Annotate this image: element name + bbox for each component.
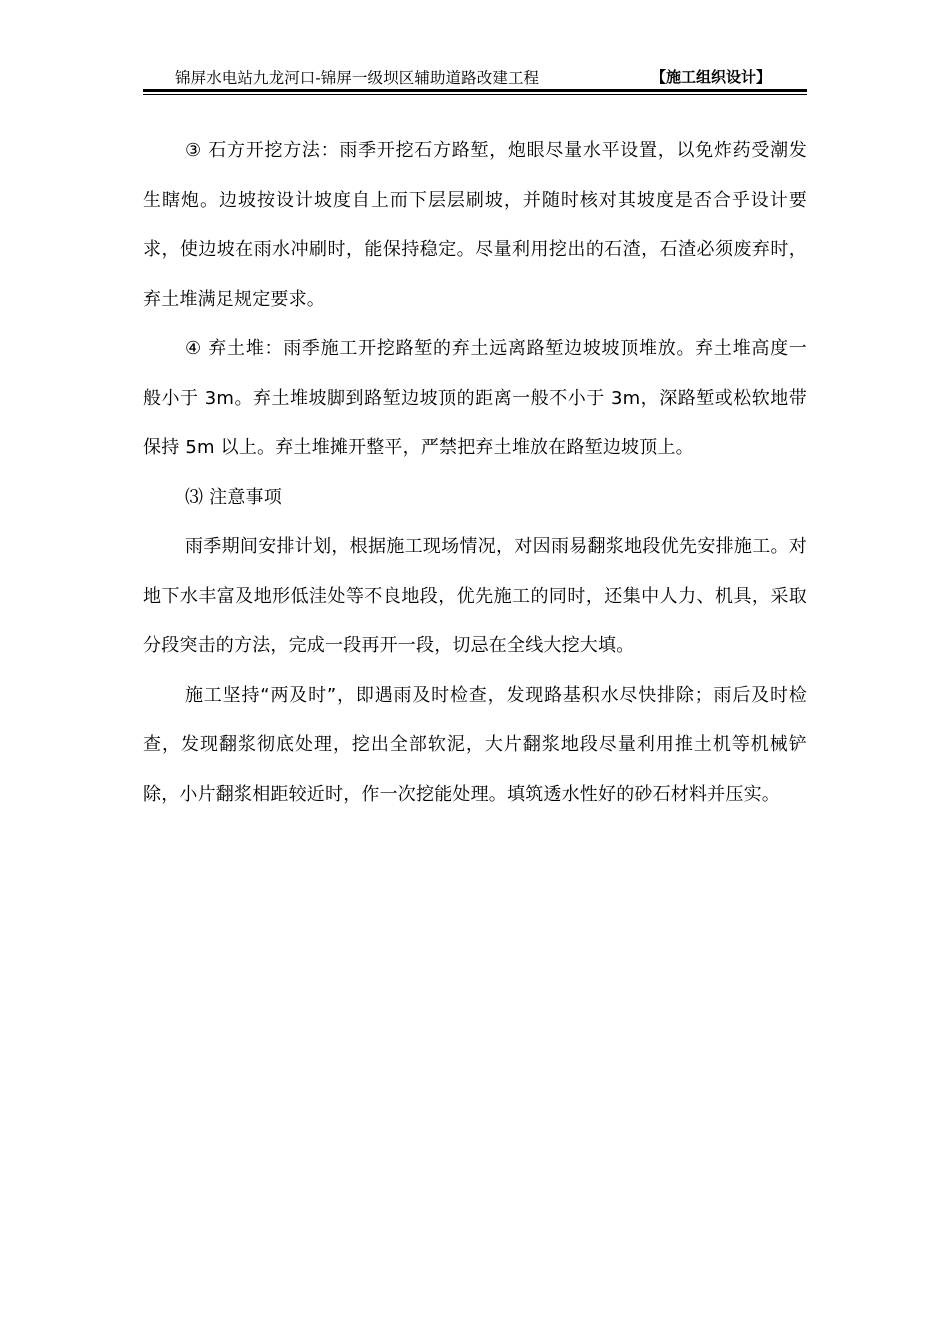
paragraph-rainy-season-plan: 雨季期间安排计划，根据施工现场情况，对因雨易翻浆地段优先安排施工。对地下水丰富及地形低洼处等不良地段，优先施工的同时，还集中人力、机具，采取分段突击的方法，完成一段再开一段，切忌在全线大挖大填。	[143, 536, 807, 656]
header-document-type: 【施工组织设计】	[650, 68, 771, 86]
page-header	[143, 64, 807, 90]
paragraph-spoil-heap: ④ 弃土堆：雨季施工开挖路堑的弃土远离路堑边坡坡顶堆放。弃土堆高度一般小于 3m。弃土堆坡脚到路堑边坡顶的距离一般不小于 3m，深路堑或松软地带保持 5m 以上。弃土堆摊开整平，严禁把弃土堆放在路堑边坡顶上。	[143, 338, 807, 458]
document-body	[143, 126, 807, 819]
header-rule-thick	[143, 89, 807, 92]
header-rule-thin	[143, 94, 807, 95]
section-heading-notes: ⑶ 注意事项	[185, 486, 282, 508]
header-title: 锦屏水电站九龙河口-锦屏一级坝区辅助道路改建工程	[175, 69, 540, 87]
paragraph-rock-excavation: ③ 石方开挖方法：雨季开挖石方路堑，炮眼尽量水平设置，以免炸药受潮发生瞎炮。边坡按设计坡度自上而下层层刷坡，并随时核对其坡度是否合乎设计要求，使边坡在雨水冲刷时，能保持稳定。尽量利用挖出的石渣，石渣必须废弃时，弃土堆满足规定要求。	[143, 140, 807, 310]
paragraph-two-timely: 施工坚持“两及时”，即遇雨及时检查，发现路基积水尽快排除；雨后及时检查，发现翻浆彻底处理，挖出全部软泥，大片翻浆地段尽量利用推土机等机械铲除，小片翻浆相距较近时，作一次挖能处理。填筑透水性好的砂石材料并压实。	[143, 684, 807, 805]
